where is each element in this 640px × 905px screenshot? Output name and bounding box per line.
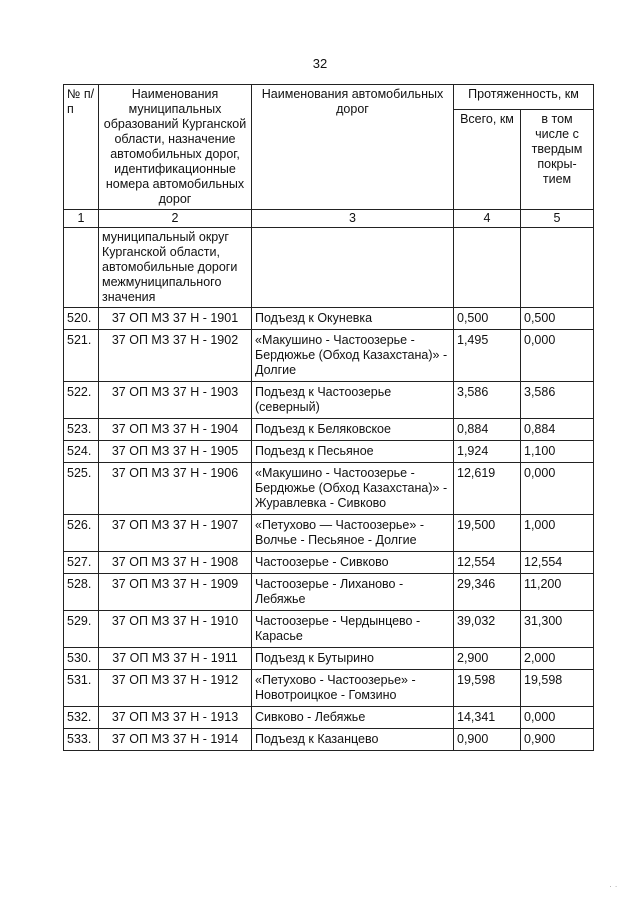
road-identifier: 37 ОП МЗ 37 Н - 1910: [99, 611, 252, 648]
length-paved: 1,100: [521, 441, 594, 463]
road-name: «Петухово — Частоозерье» - Волчье - Песьяное - Долгие: [252, 515, 454, 552]
row-number: 523.: [64, 419, 99, 441]
header-roads: Наименования автомобильных дорог: [252, 85, 454, 210]
table-row: [64, 308, 594, 330]
roads-table: [63, 84, 594, 751]
table-row: [64, 515, 594, 552]
column-number: 3: [252, 210, 454, 228]
group-empty-cell: [252, 228, 454, 308]
road-name: Подъезд к Частоозерье (северный): [252, 382, 454, 419]
road-identifier: 37 ОП МЗ 37 Н - 1907: [99, 515, 252, 552]
length-paved: 0,000: [521, 707, 594, 729]
length-total: 3,586: [454, 382, 521, 419]
header-num: № п/п: [64, 85, 99, 210]
length-total: 39,032: [454, 611, 521, 648]
header-row: [64, 85, 594, 110]
column-number: 4: [454, 210, 521, 228]
length-total: 0,900: [454, 729, 521, 751]
length-total: 0,500: [454, 308, 521, 330]
length-paved: 3,586: [521, 382, 594, 419]
length-total: 12,619: [454, 463, 521, 515]
road-name: «Петухово - Частоозерье» - Новотроицкое - Гомзино: [252, 670, 454, 707]
table-row: [64, 552, 594, 574]
row-number: 526.: [64, 515, 99, 552]
header-length-group: Протяженность, км: [454, 85, 594, 110]
road-identifier: 37 ОП МЗ 37 Н - 1908: [99, 552, 252, 574]
road-identifier: 37 ОП МЗ 37 Н - 1913: [99, 707, 252, 729]
road-name: Частоозерье - Чердынцево - Карасье: [252, 611, 454, 648]
length-total: 1,495: [454, 330, 521, 382]
table-row: [64, 729, 594, 751]
row-number: 522.: [64, 382, 99, 419]
road-identifier: 37 ОП МЗ 37 Н - 1905: [99, 441, 252, 463]
road-identifier: 37 ОП МЗ 37 Н - 1914: [99, 729, 252, 751]
length-paved: 0,000: [521, 463, 594, 515]
column-number: 1: [64, 210, 99, 228]
road-name: «Макушино - Частоозерье - Бердюжье (Обход Казахстана)» - Долгие: [252, 330, 454, 382]
road-identifier: 37 ОП МЗ 37 Н - 1906: [99, 463, 252, 515]
table-row: [64, 707, 594, 729]
length-total: 1,924: [454, 441, 521, 463]
road-name: Сивково - Лебяжье: [252, 707, 454, 729]
length-total: 19,500: [454, 515, 521, 552]
length-total: 29,346: [454, 574, 521, 611]
header-paved: в том числе с твердым покры-тием: [521, 110, 594, 210]
table-row: [64, 419, 594, 441]
table-row: [64, 441, 594, 463]
length-paved: 11,200: [521, 574, 594, 611]
row-number: 528.: [64, 574, 99, 611]
length-paved: 1,000: [521, 515, 594, 552]
road-name: Подъезд к Песьяное: [252, 441, 454, 463]
column-number: 2: [99, 210, 252, 228]
table-row: [64, 382, 594, 419]
table-row: [64, 463, 594, 515]
row-number: 525.: [64, 463, 99, 515]
row-number: 532.: [64, 707, 99, 729]
table-row: [64, 611, 594, 648]
length-total: 19,598: [454, 670, 521, 707]
header-total: Всего, км: [454, 110, 521, 210]
road-identifier: 37 ОП МЗ 37 Н - 1904: [99, 419, 252, 441]
road-identifier: 37 ОП МЗ 37 Н - 1909: [99, 574, 252, 611]
length-paved: 2,000: [521, 648, 594, 670]
road-name: Подъезд к Окуневка: [252, 308, 454, 330]
group-empty-cell: [454, 228, 521, 308]
page-number: 32: [312, 56, 328, 71]
row-number: 529.: [64, 611, 99, 648]
row-number: 531.: [64, 670, 99, 707]
group-row: [64, 228, 594, 308]
road-identifier: 37 ОП МЗ 37 Н - 1912: [99, 670, 252, 707]
length-paved: 0,000: [521, 330, 594, 382]
column-numbers-row: [64, 210, 594, 228]
length-total: 2,900: [454, 648, 521, 670]
road-name: Частоозерье - Лиханово - Лебяжье: [252, 574, 454, 611]
length-paved: 31,300: [521, 611, 594, 648]
road-identifier: 37 ОП МЗ 37 Н - 1903: [99, 382, 252, 419]
length-total: 12,554: [454, 552, 521, 574]
road-name: Подъезд к Бутырино: [252, 648, 454, 670]
group-label: муниципальный округ Курганской области, автомобильные дороги межмуниципального значения: [99, 228, 252, 308]
table-row: [64, 670, 594, 707]
table-row: [64, 574, 594, 611]
row-number: 520.: [64, 308, 99, 330]
length-paved: 0,900: [521, 729, 594, 751]
corner-mark: ˙ ˙: [609, 885, 618, 895]
road-name: Подъезд к Беляковское: [252, 419, 454, 441]
length-paved: 0,500: [521, 308, 594, 330]
road-name: «Макушино - Частоозерье - Бердюжье (Обход Казахстана)» - Журавлевка - Сивково: [252, 463, 454, 515]
header-municipal: Наименования муниципальных образований Курганской области, назначение автомобильных дорог, идентификационные номера автомобильных дорог: [99, 85, 252, 210]
column-number: 5: [521, 210, 594, 228]
length-total: 0,884: [454, 419, 521, 441]
table-row: [64, 648, 594, 670]
length-paved: 19,598: [521, 670, 594, 707]
row-number: 530.: [64, 648, 99, 670]
length-paved: 12,554: [521, 552, 594, 574]
group-empty-cell: [64, 228, 99, 308]
road-identifier: 37 ОП МЗ 37 Н - 1911: [99, 648, 252, 670]
length-total: 14,341: [454, 707, 521, 729]
row-number: 527.: [64, 552, 99, 574]
group-empty-cell: [521, 228, 594, 308]
row-number: 524.: [64, 441, 99, 463]
road-identifier: 37 ОП МЗ 37 Н - 1901: [99, 308, 252, 330]
row-number: 533.: [64, 729, 99, 751]
row-number: 521.: [64, 330, 99, 382]
road-name: Подъезд к Казанцево: [252, 729, 454, 751]
road-identifier: 37 ОП МЗ 37 Н - 1902: [99, 330, 252, 382]
length-paved: 0,884: [521, 419, 594, 441]
table-row: [64, 330, 594, 382]
road-name: Частоозерье - Сивково: [252, 552, 454, 574]
